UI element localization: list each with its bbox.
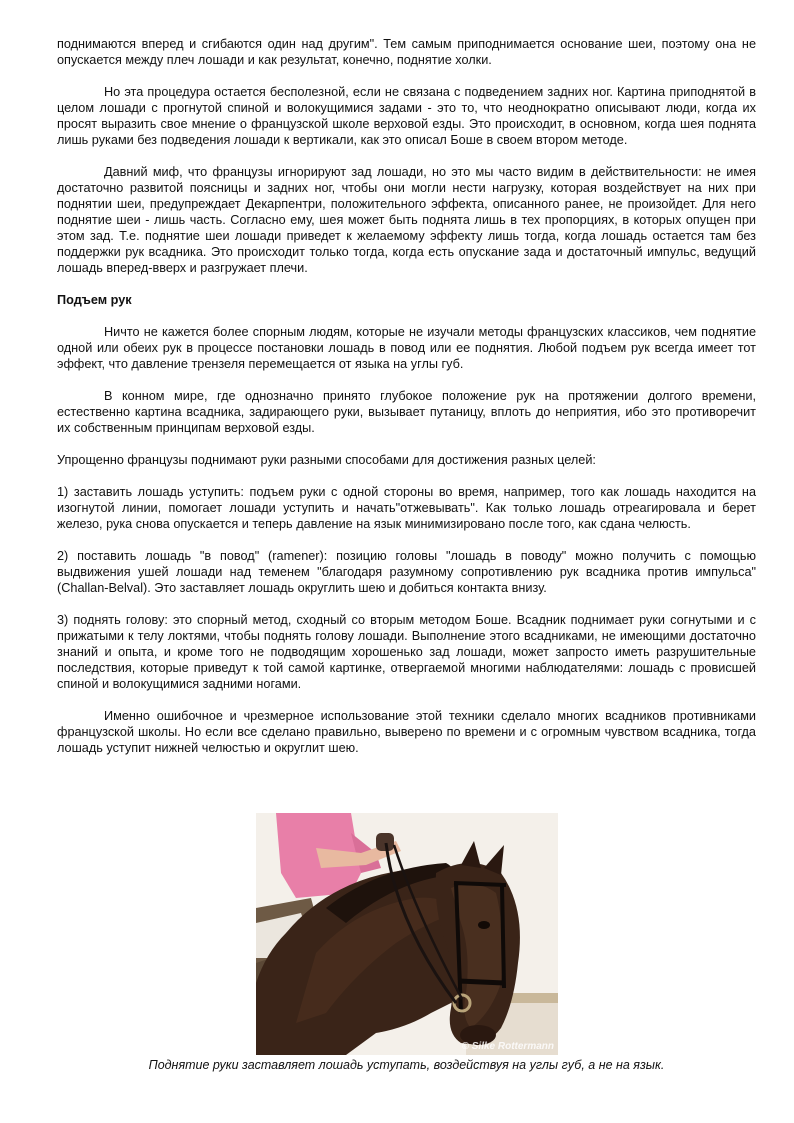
paragraph-1: поднимаются вперед и сгибаются один над другим". Тем самым приподнимается основание шеи, поэтому она не опускается между плеч лошади и как результат, конечно, поднятие холки. [57, 37, 756, 67]
paragraph-4: Ничто не кажется более спорным людям, которые не изучали методы французских классиков, чем поднятие одной или обеих рук в процессе постановки лошадь в повод или ее поднятия. Любой подъем рук всегда имеет тот эффект, что давление трензеля перемещается от языка на углы губ. [57, 325, 756, 371]
paragraph-2: Но эта процедура остается бесполезной, если не связана с подведением задних ног. Картина приподнятой в целом лошади с прогнутой спиной и волокущимися задами - это то, что неоднократно описывают люди, когда их просят выразить свое мнение о французской школе верховой езды. Это происходит, в основном, когда шея поднята лишь руками без подведения лошади к вертикали, как это описал Боше в своем втором методе. [57, 85, 756, 147]
figure-caption: Поднятие руки заставляет лошадь уступать, воздействуя на углы губ, а не на язык. [148, 1058, 665, 1072]
photo-credit: © Silke Rottermann [461, 1041, 554, 1052]
section-heading: Подъем рук [57, 293, 132, 307]
horse-illustration [256, 813, 558, 1055]
list-item-2: 2) поставить лошадь "в повод" (ramener): позицию головы "лошадь в поводу" можно получить с помощью выдвижения ушей лошади над теменем "благодаря разумному сопротивлению рук всадника против импульса" (Challan-Belval). Это заставляет лошадь округлить шею и добиться контакта внизу. [57, 549, 756, 595]
list-item-3: 3) поднять голову: это спорный метод, сходный со вторым методом Боше. Всадник поднимает руки согнутыми и с прижатыми к телу локтями, чтобы поднять голову лошади. Выполнение этого всадниками, не имеющими достаточно знаний и опыта, и кроме того не подводящим хорошенько зад лошади, может запросто иметь разрушительные последствия, которые приведут к той самой картинке, отвергаемой многими наблюдателями: лошадь с провисшей спиной и волокущимися задними ногами. [57, 613, 756, 691]
paragraph-6: Упрощенно французы поднимают руки разными способами для достижения разных целей: [57, 453, 596, 467]
list-item-1: 1) заставить лошадь уступить: подъем руки с одной стороны во время, например, того как лошадь находится на изогнутой линии, помогает лошади уступить и начать"отжевывать". Как только лошадь отреагировала и берет железо, рука снова опускается и теперь давление на язык минимизировано после того, как сдана челюсть. [57, 485, 756, 531]
horse-photo [256, 813, 558, 1055]
document-body [57, 36, 756, 756]
paragraph-10: Именно ошибочное и чрезмерное использование этой техники сделало многих всадников противниками французской школы. Но если все сделано правильно, выверено по времени и с огромным чувством всадника, тогда лошадь уступит нижней челюстью и округлит шею. [57, 709, 756, 755]
paragraph-5: В конном мире, где однозначно принято глубокое положение рук на протяжении долгого времени, естественно картина всадника, задирающего руки, вызывает путаницу, вплоть до неприятия, ибо это противоречит их собственным принципам верховой езды. [57, 389, 756, 435]
paragraph-3: Давний миф, что французы игнорируют зад лошади, но это мы часто видим в действительности: не имея достаточно развитой поясницы и задних ног, чтобы они могли нести нагрузку, которая воздействует на них при поднятии шеи, предупреждает Декарпентри, положительного эффекта, описанного ранее, не произойдет. Для него поднятие шеи - лишь часть. Согласно ему, шея может быть поднята лишь в тех пропорциях, в которых опущен при этом зад. Т.е. поднятие шеи лошади приведет к желаемому эффекту лишь тогда, когда лошадь остается там без поддержки рук всадника. Это происходит только тогда, когда есть опускание зада и достаточный импульс, ведущий лошадь вперед-вверх и разгружает плечи. [57, 165, 756, 275]
